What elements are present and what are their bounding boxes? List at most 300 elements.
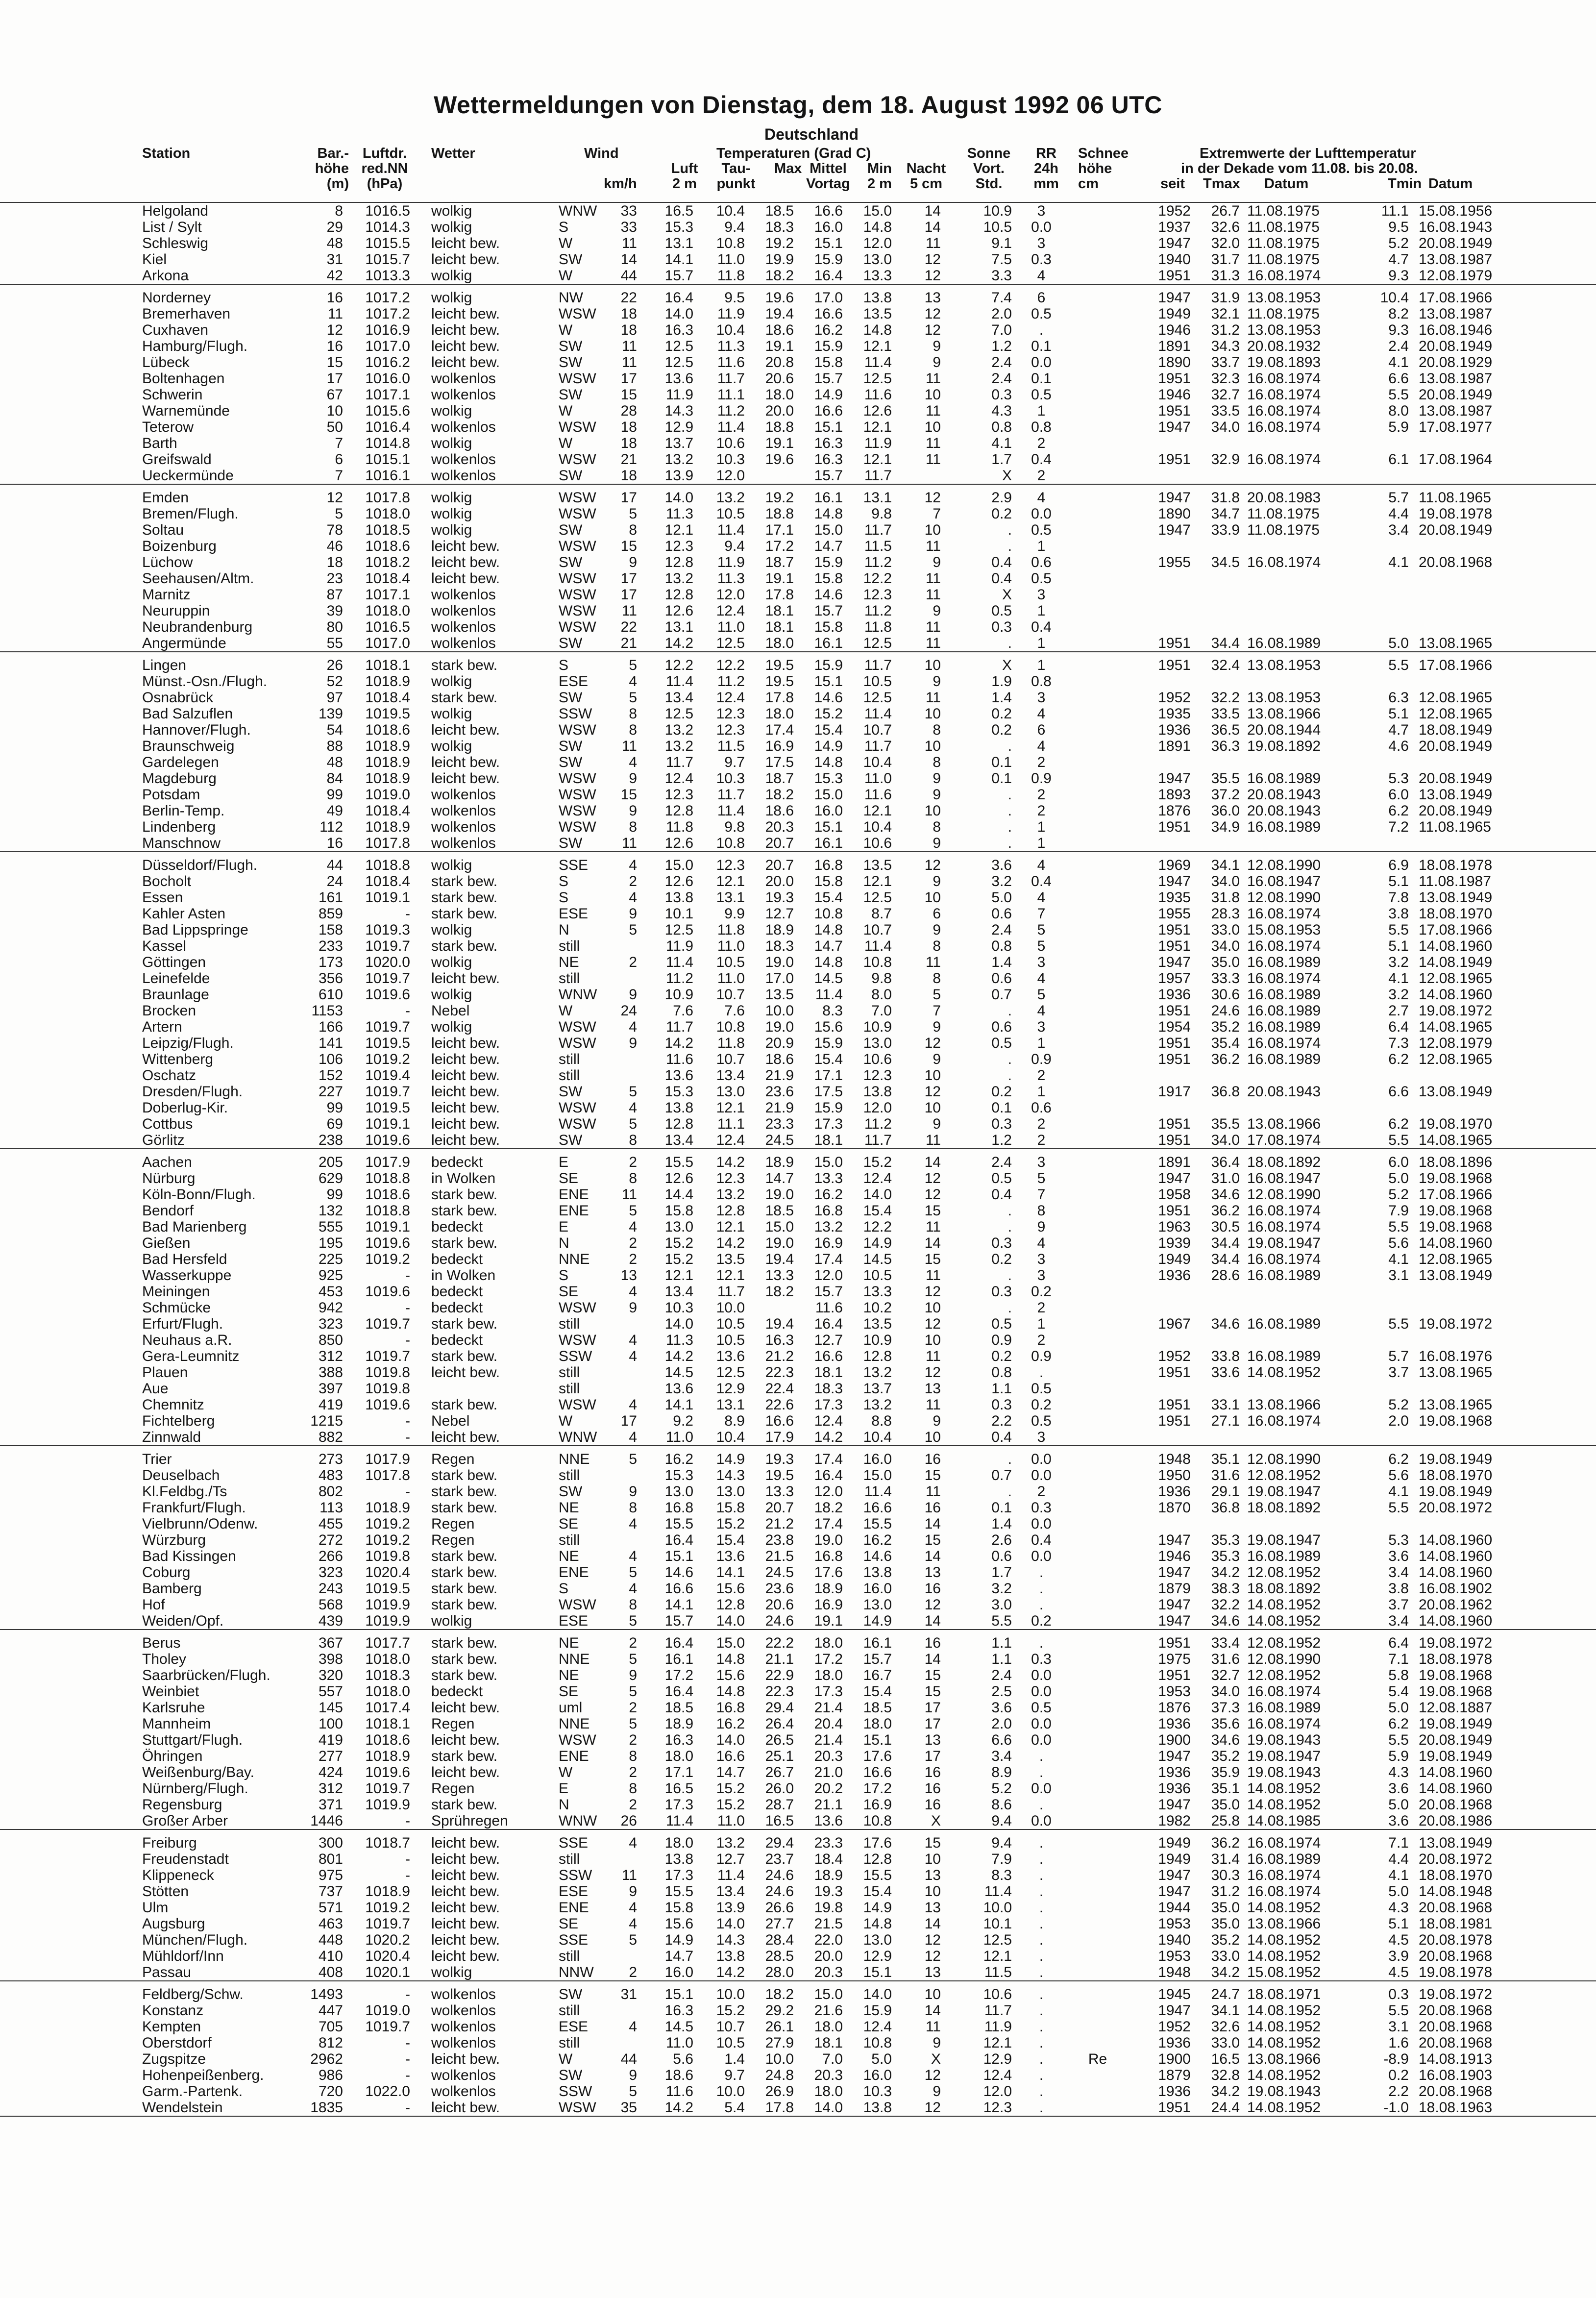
table-row [0, 673, 1596, 690]
cell-sonne: 1.2 [991, 1132, 1012, 1148]
cell-luftdruck: - [405, 2067, 410, 2083]
cell-bar-hoehe: 942 [318, 1300, 343, 1316]
cell-wind-richtung: WSW [559, 1597, 596, 1613]
cell-mittel: 15.8 [814, 619, 843, 635]
cell-bar-hoehe: 145 [318, 1700, 343, 1716]
cell-tmin: 5.9 [1388, 419, 1409, 435]
cell-luft: 16.3 [664, 2002, 693, 2019]
cell-luftdruck: - [405, 1429, 410, 1445]
table-row [0, 873, 1596, 890]
cell-datum-tmin: 12.08.1965 [1419, 690, 1493, 706]
cell-mittel: 15.9 [814, 1035, 843, 1051]
cell-datum-tmin: 20.08.1949 [1419, 338, 1493, 354]
cell-sonne: 0.3 [991, 1284, 1012, 1300]
cell-bar-hoehe: 410 [318, 1948, 343, 1964]
cell-min: 13.3 [863, 1284, 892, 1300]
cell-max: 19.4 [765, 306, 794, 322]
cell-wetter: wolkig [431, 268, 472, 284]
cell-datum-tmax: 16.08.1947 [1247, 873, 1321, 890]
cell-luftdruck: 1019.7 [365, 1019, 410, 1035]
cell-wind-richtung: W [559, 1764, 573, 1780]
table-row [0, 506, 1596, 522]
cell-luftdruck: 1019.6 [365, 1397, 410, 1413]
cell-wind-kmh: 11 [621, 738, 637, 754]
cell-bar-hoehe: 453 [318, 1284, 343, 1300]
cell-nacht: X [931, 1813, 941, 1829]
cell-taupunkt: 9.4 [724, 219, 745, 235]
cell-bar-hoehe: 238 [318, 1132, 343, 1148]
cell-mittel: 15.0 [814, 1154, 843, 1170]
cell-luft: 12.8 [664, 803, 693, 819]
table-row [0, 1764, 1596, 1780]
cell-luft: 13.2 [664, 570, 693, 587]
cell-wind-kmh: 5 [629, 1716, 637, 1732]
cell-luftdruck: 1017.8 [365, 835, 410, 851]
cell-tmin: 2.4 [1388, 338, 1409, 354]
cell-tmax: 28.6 [1211, 1267, 1240, 1284]
cell-bar-hoehe: 12 [326, 490, 343, 506]
cell-datum-tmax: 16.08.1974 [1247, 1219, 1321, 1235]
cell-wind-richtung: NNE [559, 1251, 590, 1267]
cell-nacht: 12 [924, 857, 941, 873]
cell-datum-tmin: 11.08.1965 [1419, 490, 1491, 506]
cell-max: 18.6 [765, 322, 794, 338]
cell-wind-richtung: NE [559, 954, 579, 970]
cell-taupunkt: 11.7 [717, 787, 745, 803]
cell-luft: 13.1 [664, 619, 693, 635]
cell-tmin: 7.3 [1388, 1035, 1409, 1051]
cell-wind-kmh: 9 [629, 1300, 637, 1316]
cell-luftdruck: 1018.4 [365, 570, 410, 587]
cell-datum-tmin: 13.08.1987 [1419, 371, 1493, 387]
cell-wind-kmh: 17 [620, 371, 637, 387]
cell-min: 13.0 [863, 1597, 892, 1613]
cell-tmin: 11.1 [1381, 203, 1409, 219]
cell-min: 10.9 [863, 1332, 892, 1348]
cell-min: 15.4 [863, 1683, 892, 1700]
cell-sonne: 6.6 [991, 1732, 1012, 1748]
cell-datum-tmax: 14.08.1952 [1247, 2019, 1321, 2035]
cell-datum-tmin: 20.08.1986 [1419, 1813, 1493, 1829]
cell-datum-tmax: 16.08.1974 [1247, 1035, 1321, 1051]
cell-wetter: leicht bew. [431, 1429, 500, 1445]
cell-station: Neubrandenburg [142, 619, 253, 635]
cell-mittel: 16.4 [814, 1467, 843, 1483]
cell-wind-kmh: 2 [629, 1251, 637, 1267]
cell-rr: 1 [1037, 635, 1046, 651]
table-row [0, 1716, 1596, 1732]
cell-wetter: leicht bew. [431, 1932, 500, 1948]
cell-tmin: 9.5 [1388, 219, 1409, 235]
cell-datum-tmin: 18.08.1978 [1419, 1651, 1493, 1667]
cell-station: Ulm [142, 1900, 169, 1916]
cell-wetter: bedeckt [431, 1284, 483, 1300]
cell-min: 14.0 [863, 1986, 892, 2002]
cell-luft: 14.3 [664, 403, 693, 419]
cell-datum-tmin: 19.08.1972 [1419, 1003, 1493, 1019]
cell-datum-tmin: 19.08.1972 [1419, 1635, 1493, 1651]
cell-tmin: 4.1 [1388, 970, 1409, 987]
cell-rr: 5 [1037, 1170, 1046, 1186]
cell-bar-hoehe: 141 [318, 1035, 343, 1051]
header-temperaturen: Temperaturen (Grad C) [716, 146, 871, 161]
cell-bar-hoehe: 173 [318, 954, 343, 970]
cell-station: Kempten [142, 2019, 201, 2035]
cell-datum-tmin: 18.08.1970 [1419, 906, 1493, 922]
cell-rr: 0.0 [1031, 1667, 1052, 1683]
cell-seit: 1947 [1158, 1867, 1191, 1883]
cell-nacht: 12 [924, 1035, 941, 1051]
cell-wind-kmh: 11 [621, 354, 637, 371]
cell-datum-tmax: 14.08.1952 [1247, 1932, 1321, 1948]
cell-rr: 0.1 [1031, 338, 1052, 354]
cell-luft: 15.0 [664, 857, 693, 873]
cell-datum-tmin: 13.08.1949 [1419, 1084, 1493, 1100]
cell-seit: 1947 [1158, 235, 1191, 251]
cell-datum-tmax: 16.08.1974 [1247, 1716, 1321, 1732]
cell-station: Düsseldorf/Flugh. [142, 857, 258, 873]
cell-wind-richtung: still [559, 1381, 580, 1397]
cell-datum-tmin: 13.08.1949 [1419, 1267, 1493, 1284]
cell-seit: 1951 [1158, 1667, 1191, 1683]
cell-wind-richtung: N [559, 922, 569, 938]
cell-luftdruck: 1018.5 [365, 522, 410, 538]
cell-bar-hoehe: 16 [326, 290, 343, 306]
cell-seit: 1947 [1158, 522, 1191, 538]
cell-datum-tmin: 17.08.1964 [1419, 451, 1493, 468]
cell-rr: 0.8 [1031, 419, 1052, 435]
table-row [0, 1835, 1596, 1851]
cell-tmax: 35.4 [1211, 1035, 1240, 1051]
cell-datum-tmax: 17.08.1974 [1247, 1132, 1321, 1148]
cell-datum-tmax: 13.08.1953 [1247, 322, 1321, 338]
table-row [0, 803, 1596, 819]
cell-wind-kmh: 9 [629, 1035, 637, 1051]
cell-wetter: stark bew. [431, 1186, 498, 1203]
cell-bar-hoehe: 1153 [311, 1003, 343, 1019]
cell-datum-tmin: 14.08.1960 [1419, 987, 1493, 1003]
cell-sonne: 0.5 [991, 1170, 1012, 1186]
cell-rr: 7 [1037, 1186, 1046, 1203]
cell-tmax: 33.5 [1211, 706, 1240, 722]
cell-seit: 1891 [1158, 1154, 1191, 1170]
cell-seit: 1955 [1158, 906, 1191, 922]
cell-wetter: stark bew. [431, 1564, 498, 1581]
cell-datum-tmin: 13.08.1949 [1419, 1835, 1493, 1851]
cell-bar-hoehe: 166 [318, 1019, 343, 1035]
cell-rr: . [1039, 1564, 1044, 1581]
cell-taupunkt: 14.8 [716, 1651, 745, 1667]
cell-nacht: 9 [933, 922, 941, 938]
cell-max: 23.3 [765, 1116, 794, 1132]
cell-seit: 1940 [1158, 251, 1191, 268]
table-row [0, 635, 1596, 651]
cell-wind-kmh: 15 [620, 787, 637, 803]
cell-datum-tmin: 19.08.1949 [1419, 1451, 1493, 1467]
cell-rr: 6 [1037, 722, 1046, 738]
cell-rr: 3 [1037, 1019, 1046, 1035]
cell-station: Aue [142, 1381, 169, 1397]
cell-rr: 2 [1037, 803, 1046, 819]
cell-wind-kmh: 9 [629, 987, 637, 1003]
cell-tmin: 6.2 [1388, 1051, 1409, 1067]
cell-datum-tmax: 16.08.1989 [1247, 1051, 1321, 1067]
cell-wetter: leicht bew. [431, 1132, 500, 1148]
cell-nacht: 16 [924, 1797, 941, 1813]
cell-rr: 5 [1037, 922, 1046, 938]
cell-tmin: 6.0 [1388, 787, 1409, 803]
cell-tmin: 9.3 [1388, 268, 1409, 284]
cell-min: 13.0 [863, 1035, 892, 1051]
cell-bar-hoehe: 272 [318, 1532, 343, 1548]
cell-nacht: 11 [925, 1483, 941, 1500]
cell-luft: 12.8 [664, 587, 693, 603]
cell-sonne: 12.9 [983, 2051, 1012, 2067]
cell-luft: 11.7 [665, 1019, 693, 1035]
cell-min: 13.0 [863, 1932, 892, 1948]
cell-luft: 15.7 [664, 1613, 693, 1629]
cell-station: Deuselbach [142, 1467, 220, 1483]
cell-bar-hoehe: 323 [318, 1564, 343, 1581]
cell-rr: . [1039, 2019, 1044, 2035]
cell-wetter: wolkenlos [431, 619, 496, 635]
cell-tmax: 35.0 [1211, 1916, 1240, 1932]
cell-nacht: 10 [924, 890, 941, 906]
cell-wind-kmh: 9 [629, 906, 637, 922]
cell-wind-kmh: 2 [629, 1635, 637, 1651]
cell-seit: 1944 [1158, 1900, 1191, 1916]
cell-seit: 1951 [1158, 1397, 1191, 1413]
cell-wetter: wolkig [431, 922, 472, 938]
cell-datum-tmax: 19.08.1947 [1247, 1748, 1321, 1764]
cell-datum-tmin: 19.08.1972 [1419, 1986, 1493, 2002]
cell-sonne: . [1007, 1300, 1012, 1316]
cell-max: 18.0 [765, 635, 794, 651]
cell-datum-tmax: 14.08.1952 [1247, 1948, 1321, 1964]
cell-nacht: 15 [924, 1532, 941, 1548]
cell-wetter: leicht bew. [431, 1948, 500, 1964]
cell-nacht: 11 [925, 1267, 941, 1284]
cell-wetter: leicht bew. [431, 1035, 500, 1051]
cell-bar-hoehe: 802 [318, 1483, 343, 1500]
cell-wetter: leicht bew. [431, 722, 500, 738]
cell-min: 13.2 [863, 1364, 892, 1381]
cell-taupunkt: 12.3 [716, 1170, 745, 1186]
cell-rr: 0.3 [1031, 251, 1052, 268]
cell-wetter: bedeckt [431, 1251, 483, 1267]
cell-taupunkt: 10.8 [716, 835, 745, 851]
cell-station: Bad Hersfeld [142, 1251, 227, 1267]
table-row [0, 1851, 1596, 1867]
cell-datum-tmax: 16.08.1974 [1247, 1413, 1321, 1429]
cell-station: Mühldorf/Inn [142, 1948, 224, 1964]
cell-station: Tholey [142, 1651, 187, 1667]
cell-min: 12.1 [863, 338, 892, 354]
cell-sonne: 2.0 [991, 1716, 1012, 1732]
cell-seit: 1975 [1158, 1651, 1191, 1667]
cell-wind-kmh: 5 [629, 2083, 637, 2100]
cell-wind-richtung: SW [559, 835, 583, 851]
cell-datum-tmin: 14.08.1960 [1419, 1532, 1493, 1548]
cell-nacht: 11 [925, 371, 941, 387]
cell-max: 18.2 [765, 1284, 794, 1300]
cell-tmax: 34.0 [1211, 873, 1240, 890]
cell-station: Nürnberg/Flugh. [142, 1780, 248, 1797]
cell-min: 16.2 [863, 1532, 892, 1548]
cell-wetter: stark bew. [431, 1667, 498, 1683]
cell-wind-kmh: 5 [629, 1203, 637, 1219]
table-row [0, 1413, 1596, 1429]
cell-min: 14.8 [863, 219, 892, 235]
header-nacht: Nacht 5 cm [906, 161, 946, 192]
cell-min: 12.1 [863, 803, 892, 819]
cell-rr: 0.0 [1031, 219, 1052, 235]
cell-rr: 1 [1037, 538, 1046, 554]
cell-luft: 14.1 [664, 1397, 693, 1413]
cell-nacht: 8 [933, 938, 941, 954]
cell-station: Hannover/Flugh. [142, 722, 251, 738]
cell-max: 26.9 [765, 2083, 794, 2100]
cell-datum-tmin: 16.08.1943 [1419, 219, 1493, 235]
cell-bar-hoehe: 5 [335, 506, 343, 522]
cell-mittel: 14.8 [814, 754, 843, 770]
cell-taupunkt: 9.9 [724, 906, 745, 922]
cell-wetter: stark bew. [431, 906, 498, 922]
cell-sonne: 0.2 [991, 506, 1012, 522]
cell-mittel: 18.0 [814, 1635, 843, 1651]
cell-datum-tmin: 20.08.1972 [1419, 1851, 1493, 1867]
cell-rr: 3 [1037, 203, 1046, 219]
cell-sonne: . [1007, 835, 1012, 851]
cell-luft: 13.7 [664, 435, 693, 451]
cell-nacht: 13 [924, 1732, 941, 1748]
cell-wetter: in Wolken [431, 1267, 496, 1284]
cell-luftdruck: 1017.4 [365, 1700, 410, 1716]
cell-wetter: wolkig [431, 706, 472, 722]
cell-min: 12.1 [863, 451, 892, 468]
cell-nacht: 10 [924, 803, 941, 819]
cell-max: 17.4 [765, 722, 794, 738]
cell-min: 12.5 [863, 635, 892, 651]
cell-wind-kmh: 4 [629, 1332, 637, 1348]
cell-nacht: 12 [924, 251, 941, 268]
cell-luft: 15.8 [664, 1900, 693, 1916]
cell-datum-tmax: 16.08.1974 [1247, 1867, 1321, 1883]
cell-mittel: 16.6 [814, 203, 843, 219]
cell-min: 8.8 [871, 1413, 892, 1429]
cell-max: 20.0 [765, 873, 794, 890]
cell-wind-kmh: 11 [621, 1867, 637, 1883]
cell-luftdruck: 1019.8 [365, 1548, 410, 1564]
cell-wind-kmh: 4 [629, 1581, 637, 1597]
header-rr: RR 24h mm [1033, 146, 1059, 192]
cell-luft: 14.1 [664, 1597, 693, 1613]
cell-wind-richtung: WSW [559, 1732, 596, 1748]
cell-nacht: 9 [933, 787, 941, 803]
cell-bar-hoehe: 31 [326, 251, 343, 268]
cell-datum-tmax: 16.08.1974 [1247, 419, 1321, 435]
cell-bar-hoehe: 99 [326, 1100, 343, 1116]
cell-sonne: 0.2 [991, 1084, 1012, 1100]
cell-datum-tmin: 18.08.1978 [1419, 857, 1493, 873]
cell-taupunkt: 10.7 [716, 2019, 745, 2035]
cell-nacht: 9 [933, 873, 941, 890]
table-row [0, 754, 1596, 770]
cell-nacht: 16 [924, 1500, 941, 1516]
cell-luft: 12.6 [664, 1170, 693, 1186]
cell-wetter: leicht bew. [431, 1051, 500, 1067]
cell-station: Boizenburg [142, 538, 217, 554]
cell-station: Emden [142, 490, 189, 506]
cell-luft: 16.4 [664, 1683, 693, 1700]
cell-mittel: 18.0 [814, 2083, 843, 2100]
cell-luftdruck: 1018.1 [365, 1716, 410, 1732]
cell-datum-tmax: 16.08.1989 [1247, 954, 1321, 970]
cell-rr: 0.9 [1031, 1348, 1052, 1364]
cell-bar-hoehe: 397 [318, 1381, 343, 1397]
cell-bar-hoehe: 1493 [310, 1986, 343, 2002]
cell-datum-tmax: 16.08.1974 [1247, 554, 1321, 570]
cell-datum-tmin: 20.08.1949 [1419, 387, 1493, 403]
cell-tmax: 37.3 [1211, 1700, 1240, 1716]
cell-rr: 0.4 [1031, 873, 1052, 890]
table-row [0, 1019, 1596, 1035]
table-row [0, 987, 1596, 1003]
cell-sonne: 0.2 [991, 1251, 1012, 1267]
cell-max: 22.6 [765, 1397, 794, 1413]
cell-wetter: leicht bew. [431, 754, 500, 770]
cell-wetter: leicht bew. [431, 354, 500, 371]
cell-taupunkt: 12.8 [716, 1203, 745, 1219]
cell-tmin: 4.1 [1388, 1483, 1409, 1500]
cell-bar-hoehe: 16 [326, 835, 343, 851]
cell-tmax: 31.6 [1211, 1467, 1240, 1483]
cell-seit: 1951 [1158, 2100, 1191, 2116]
cell-min: 10.8 [863, 1813, 892, 1829]
cell-rr: 1 [1037, 1035, 1046, 1051]
cell-tmin: 4.4 [1388, 1851, 1409, 1867]
cell-luft: 16.8 [664, 1500, 693, 1516]
cell-max: 17.0 [765, 970, 794, 987]
cell-tmax: 32.9 [1211, 451, 1240, 468]
cell-luftdruck: 1017.9 [365, 1451, 410, 1467]
cell-station: Schwerin [142, 387, 203, 403]
cell-tmin: 4.1 [1388, 554, 1409, 570]
cell-nacht: 10 [924, 1429, 941, 1445]
cell-wind-richtung: ENE [559, 1748, 589, 1764]
cell-taupunkt: 10.8 [716, 1019, 745, 1035]
cell-station: Seehausen/Altm. [142, 570, 254, 587]
cell-seit: 1952 [1158, 690, 1191, 706]
cell-max: 18.3 [765, 938, 794, 954]
cell-wind-richtung: WSW [559, 1019, 596, 1035]
cell-luft: 13.9 [664, 468, 693, 484]
cell-datum-tmax: 13.08.1966 [1247, 2051, 1321, 2067]
table-row [0, 738, 1596, 754]
cell-seit: 1940 [1158, 1932, 1191, 1948]
cell-datum-tmax: 13.08.1953 [1247, 290, 1321, 306]
cell-max: 18.8 [765, 419, 794, 435]
cell-seit: 1947 [1158, 873, 1191, 890]
cell-nacht: 14 [924, 1235, 941, 1251]
cell-luft: 12.3 [664, 538, 693, 554]
cell-nacht: 12 [924, 2100, 941, 2116]
cell-tmin: 5.5 [1388, 1316, 1409, 1332]
cell-max: 20.6 [765, 1597, 794, 1613]
cell-sonne: 3.2 [991, 873, 1012, 890]
cell-wind-kmh: 4 [629, 1835, 637, 1851]
cell-bar-hoehe: 398 [318, 1651, 343, 1667]
